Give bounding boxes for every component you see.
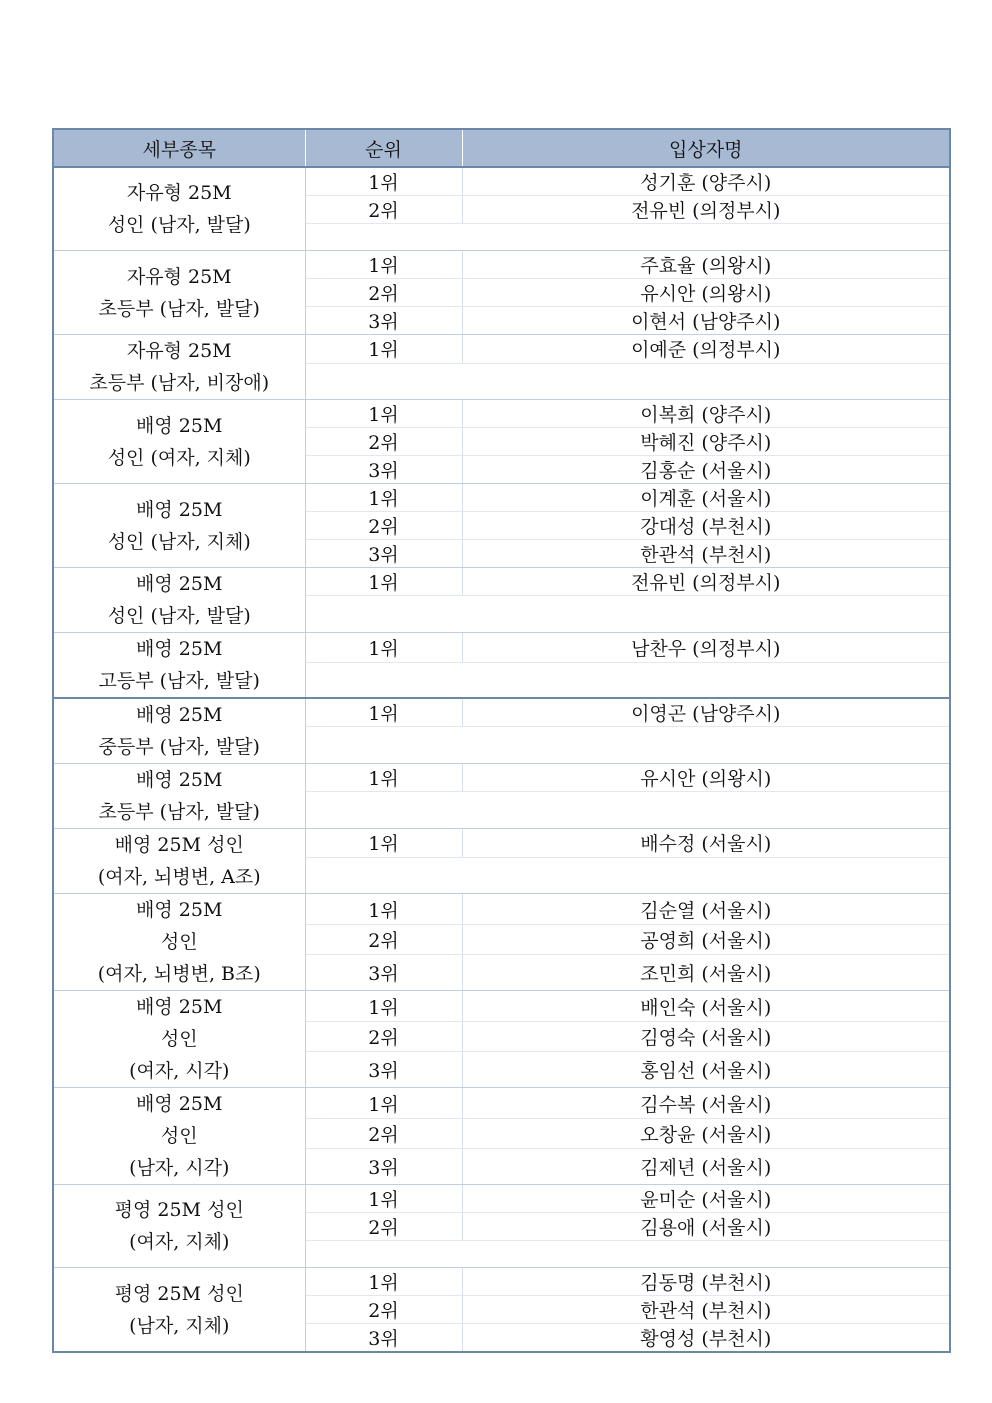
event-line2: 성인 (여자, 지체) bbox=[107, 446, 251, 469]
event-line1: 자유형 25M bbox=[126, 182, 232, 204]
winner-cell: 한관석 (부천시) bbox=[462, 1296, 950, 1324]
rank-cell: 3위 bbox=[305, 1149, 462, 1185]
rank-cell: 2위 bbox=[305, 512, 462, 540]
event-line2: 초등부 (남자, 발달) bbox=[98, 297, 260, 320]
winner-cell: 성기훈 (양주시) bbox=[462, 167, 950, 196]
rank-cell: 1위 bbox=[305, 1268, 462, 1296]
event-line2: 초등부 (남자, 비장애) bbox=[89, 372, 270, 394]
rank-cell: 1위 bbox=[305, 400, 462, 428]
event-line1: 배영 25M bbox=[136, 498, 223, 521]
event-line2: 초등부 (남자, 발달) bbox=[98, 801, 260, 823]
winner-cell: 김영숙 (서울시) bbox=[462, 1022, 950, 1052]
rank-cell: 2위 bbox=[305, 925, 462, 955]
rank-cell: 1위 bbox=[305, 829, 462, 858]
empty-cell bbox=[305, 662, 950, 698]
empty-cell bbox=[305, 857, 950, 893]
event-line3: (남자, 시각) bbox=[129, 1157, 230, 1179]
event-cell bbox=[53, 484, 305, 568]
event-line2: (남자, 지체) bbox=[129, 1314, 230, 1337]
event-line1: 배영 25M bbox=[136, 996, 223, 1018]
empty-cell bbox=[305, 792, 950, 829]
result-row bbox=[53, 400, 950, 428]
rank-cell: 2위 bbox=[305, 1296, 462, 1324]
event-line1: 배영 25M bbox=[136, 769, 223, 791]
header-winner: 입상자명 bbox=[462, 129, 950, 167]
winner-cell: 오창윤 (서울시) bbox=[462, 1119, 950, 1149]
rank-cell: 2위 bbox=[305, 196, 462, 224]
event-line2: 고등부 (남자, 발달) bbox=[98, 670, 260, 692]
winner-cell: 김수복 (서울시) bbox=[462, 1088, 950, 1119]
winner-cell: 이계훈 (서울시) bbox=[462, 484, 950, 512]
winner-cell: 배수정 (서울시) bbox=[462, 829, 950, 858]
results-body bbox=[53, 167, 950, 1352]
empty-cell bbox=[305, 224, 950, 251]
rank-cell: 1위 bbox=[305, 633, 462, 663]
rank-cell: 1위 bbox=[305, 251, 462, 279]
rank-cell: 1위 bbox=[305, 698, 462, 727]
rank-cell: 1위 bbox=[305, 167, 462, 196]
winner-cell: 전유빈 (의정부시) bbox=[462, 568, 950, 596]
result-row bbox=[53, 484, 950, 512]
event-cell bbox=[53, 568, 305, 633]
rank-cell: 3위 bbox=[305, 307, 462, 335]
result-row bbox=[53, 1185, 950, 1213]
event-line1: 배영 25M bbox=[136, 573, 223, 595]
event-line3: (여자, 뇌병변, B조) bbox=[97, 963, 261, 985]
winner-cell: 공영희 (서울시) bbox=[462, 925, 950, 955]
result-row bbox=[53, 894, 950, 925]
event-cell bbox=[53, 698, 305, 764]
event-line1: 자유형 25M bbox=[126, 340, 232, 362]
rank-cell: 1위 bbox=[305, 991, 462, 1022]
empty-cell bbox=[305, 596, 950, 633]
event-cell bbox=[53, 1268, 305, 1353]
empty-cell bbox=[305, 363, 950, 399]
result-row bbox=[53, 829, 950, 858]
event-line2: (여자, 뇌병변, A조) bbox=[97, 866, 261, 888]
rank-cell: 3위 bbox=[305, 1052, 462, 1088]
event-cell bbox=[53, 400, 305, 484]
rank-cell: 2위 bbox=[305, 1022, 462, 1052]
event-line2: 성인 bbox=[160, 1028, 198, 1050]
winner-cell: 이복희 (양주시) bbox=[462, 400, 950, 428]
winner-cell: 박혜진 (양주시) bbox=[462, 428, 950, 456]
event-line2: 성인 (남자, 발달) bbox=[107, 214, 251, 236]
results-table bbox=[52, 128, 951, 1353]
event-cell bbox=[53, 1185, 305, 1268]
rank-cell: 3위 bbox=[305, 1324, 462, 1353]
empty-cell bbox=[305, 1241, 950, 1268]
event-line1: 배영 25M bbox=[136, 899, 223, 921]
winner-cell: 김용애 (서울시) bbox=[462, 1213, 950, 1241]
event-cell bbox=[53, 633, 305, 699]
rank-cell: 3위 bbox=[305, 456, 462, 484]
rank-cell: 1위 bbox=[305, 568, 462, 596]
winner-cell: 유시안 (의왕시) bbox=[462, 764, 950, 792]
winner-cell: 홍임선 (서울시) bbox=[462, 1052, 950, 1088]
rank-cell: 1위 bbox=[305, 1185, 462, 1213]
rank-cell: 1위 bbox=[305, 1088, 462, 1119]
winner-cell: 이예준 (의정부시) bbox=[462, 335, 950, 364]
event-line1: 배영 25M 성인 bbox=[114, 834, 244, 856]
result-row bbox=[53, 167, 950, 196]
rank-cell: 2위 bbox=[305, 1119, 462, 1149]
event-line1: 배영 25M bbox=[136, 1093, 223, 1115]
event-line1: 배영 25M bbox=[136, 704, 223, 726]
event-line2: 성인 bbox=[160, 1125, 198, 1147]
header-event: 세부종목 bbox=[53, 129, 305, 167]
rank-cell: 3위 bbox=[305, 955, 462, 991]
result-row bbox=[53, 991, 950, 1022]
winner-cell: 이영곤 (남양주시) bbox=[462, 698, 950, 727]
empty-cell bbox=[305, 727, 950, 764]
winner-cell: 황영성 (부천시) bbox=[462, 1324, 950, 1353]
result-row bbox=[53, 335, 950, 364]
winner-cell: 김홍순 (서울시) bbox=[462, 456, 950, 484]
event-line2: 성인 (남자, 지체) bbox=[107, 530, 251, 553]
event-line2: 성인 (남자, 발달) bbox=[107, 605, 251, 627]
winner-cell: 김순열 (서울시) bbox=[462, 894, 950, 925]
result-row bbox=[53, 251, 950, 279]
header-rank: 순위 bbox=[305, 129, 462, 167]
rank-cell: 1위 bbox=[305, 894, 462, 925]
winner-cell: 윤미순 (서울시) bbox=[462, 1185, 950, 1213]
rank-cell: 2위 bbox=[305, 428, 462, 456]
rank-cell: 2위 bbox=[305, 279, 462, 307]
result-row bbox=[53, 1088, 950, 1119]
event-line1: 배영 25M bbox=[136, 414, 223, 437]
result-row bbox=[53, 633, 950, 663]
event-cell bbox=[53, 764, 305, 829]
event-line2: 성인 bbox=[160, 931, 198, 953]
winner-cell: 유시안 (의왕시) bbox=[462, 279, 950, 307]
winner-cell: 강대성 (부천시) bbox=[462, 512, 950, 540]
event-line2: (여자, 지체) bbox=[129, 1231, 230, 1253]
event-line1: 평영 25M 성인 bbox=[114, 1282, 244, 1305]
rank-cell: 1위 bbox=[305, 484, 462, 512]
winner-cell: 김동명 (부천시) bbox=[462, 1268, 950, 1296]
event-line1: 배영 25M bbox=[136, 638, 223, 660]
event-cell bbox=[53, 167, 305, 251]
result-row bbox=[53, 698, 950, 727]
header-row bbox=[53, 129, 950, 167]
event-line1: 자유형 25M bbox=[126, 265, 232, 288]
winner-cell: 전유빈 (의정부시) bbox=[462, 196, 950, 224]
rank-cell: 1위 bbox=[305, 764, 462, 792]
event-line2: 중등부 (남자, 발달) bbox=[98, 736, 260, 758]
event-cell bbox=[53, 1088, 305, 1185]
winner-cell: 한관석 (부천시) bbox=[462, 540, 950, 568]
event-cell bbox=[53, 335, 305, 400]
result-row bbox=[53, 1268, 950, 1296]
winner-cell: 조민희 (서울시) bbox=[462, 955, 950, 991]
event-cell bbox=[53, 829, 305, 894]
rank-cell: 2위 bbox=[305, 1213, 462, 1241]
rank-cell: 1위 bbox=[305, 335, 462, 364]
winner-cell: 김제년 (서울시) bbox=[462, 1149, 950, 1185]
winner-cell: 이현서 (남양주시) bbox=[462, 307, 950, 335]
result-row bbox=[53, 764, 950, 792]
winner-cell: 주효율 (의왕시) bbox=[462, 251, 950, 279]
rank-cell: 3위 bbox=[305, 540, 462, 568]
event-cell bbox=[53, 991, 305, 1088]
winner-cell: 남찬우 (의정부시) bbox=[462, 633, 950, 663]
event-line1: 평영 25M 성인 bbox=[114, 1199, 244, 1221]
event-line3: (여자, 시각) bbox=[129, 1060, 230, 1082]
event-cell bbox=[53, 894, 305, 991]
result-row bbox=[53, 568, 950, 596]
event-cell bbox=[53, 251, 305, 335]
winner-cell: 배인숙 (서울시) bbox=[462, 991, 950, 1022]
